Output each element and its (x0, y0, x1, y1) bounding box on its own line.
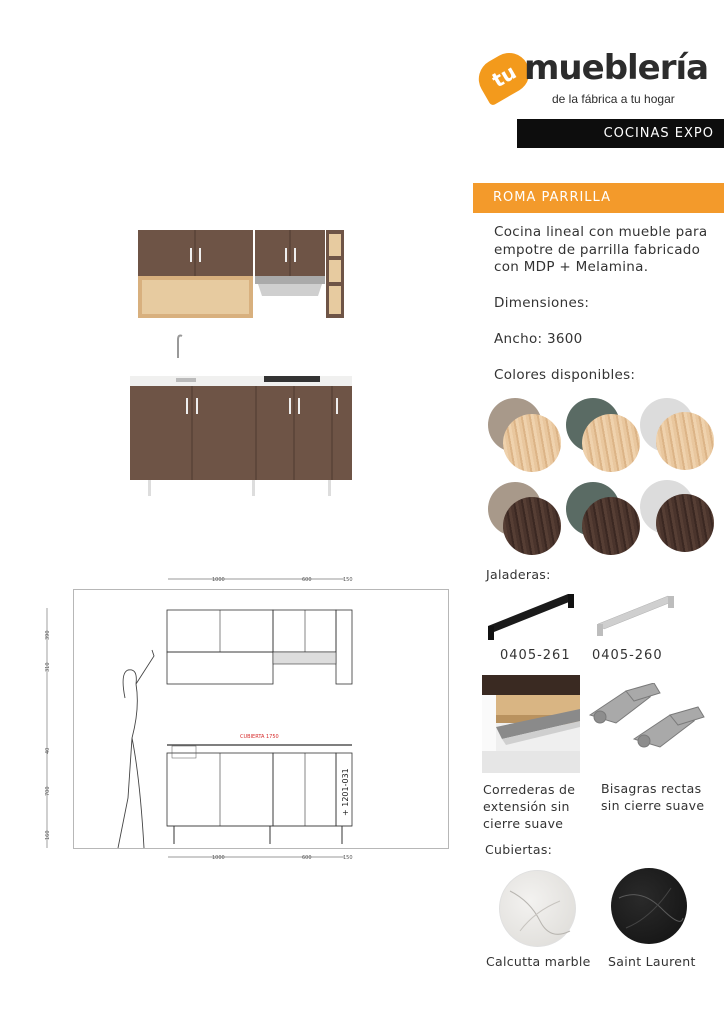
dim-left-1: 390 (45, 630, 51, 640)
dim-top-3: 150 (343, 577, 353, 583)
handle-code-1: 0405-261 (500, 648, 571, 663)
drawer-slide-image (482, 675, 580, 773)
swatch-front-light-wood (582, 414, 640, 472)
dim-top-2: 600 (302, 577, 312, 583)
saint-laurent-swatch (611, 868, 687, 944)
dim-left-5: 160 (45, 830, 51, 840)
dimensions-label: Dimensiones: (494, 295, 590, 311)
width-label: Ancho: 3600 (494, 331, 583, 347)
calcutta-marble-swatch (499, 870, 576, 947)
dim-bottom-2: 600 (302, 855, 312, 861)
swatch-front-light-wood (503, 414, 561, 472)
swatch-front-light-wood (656, 412, 714, 470)
swatch-front-dark-wood (582, 497, 640, 555)
dim-left-3: 40 (45, 747, 51, 754)
countertop-name-1: Calcutta marble (486, 954, 591, 969)
technical-drawing (40, 568, 460, 868)
dim-left-2: 310 (45, 662, 51, 672)
product-name: ROMA PARRILLA (473, 183, 724, 213)
colors-label: Colores disponibles: (494, 367, 636, 383)
part-code: + 1201-031 (341, 768, 350, 816)
hinges-label: Bisagras rectas sin cierre suave (601, 781, 705, 813)
brand-tagline: de la fábrica a tu hogar (552, 92, 675, 106)
section-title: COCINAS EXPO (517, 119, 724, 148)
counter-label: CUBIERTA 1750 (240, 734, 279, 740)
swatch-front-dark-wood (656, 494, 714, 552)
dim-left-4: 700 (45, 786, 51, 796)
dim-bottom-3: 150 (343, 855, 353, 861)
handle-code-2: 0405-260 (592, 648, 663, 663)
dim-bottom-1: 1000 (212, 855, 225, 861)
handle-silver-image (592, 590, 682, 640)
handles-label: Jaladeras: (486, 567, 551, 582)
brand-name: mueblería (524, 48, 709, 88)
hinges-image (586, 683, 708, 753)
kitchen-render (128, 228, 356, 500)
brand-logo (478, 48, 718, 112)
handle-black-image (482, 588, 582, 644)
slides-label: Correderas de extensión sin cierre suave (483, 782, 576, 831)
swatch-front-dark-wood (503, 497, 561, 555)
product-description: Cocina lineal con mueble para empotre de parrilla fabricado con MDP + Melamina. (494, 224, 708, 275)
countertops-label: Cubiertas: (485, 842, 553, 857)
countertop-name-2: Saint Laurent (608, 954, 696, 969)
dim-top-1: 1000 (212, 577, 225, 583)
logo-badge: tu (471, 46, 536, 107)
